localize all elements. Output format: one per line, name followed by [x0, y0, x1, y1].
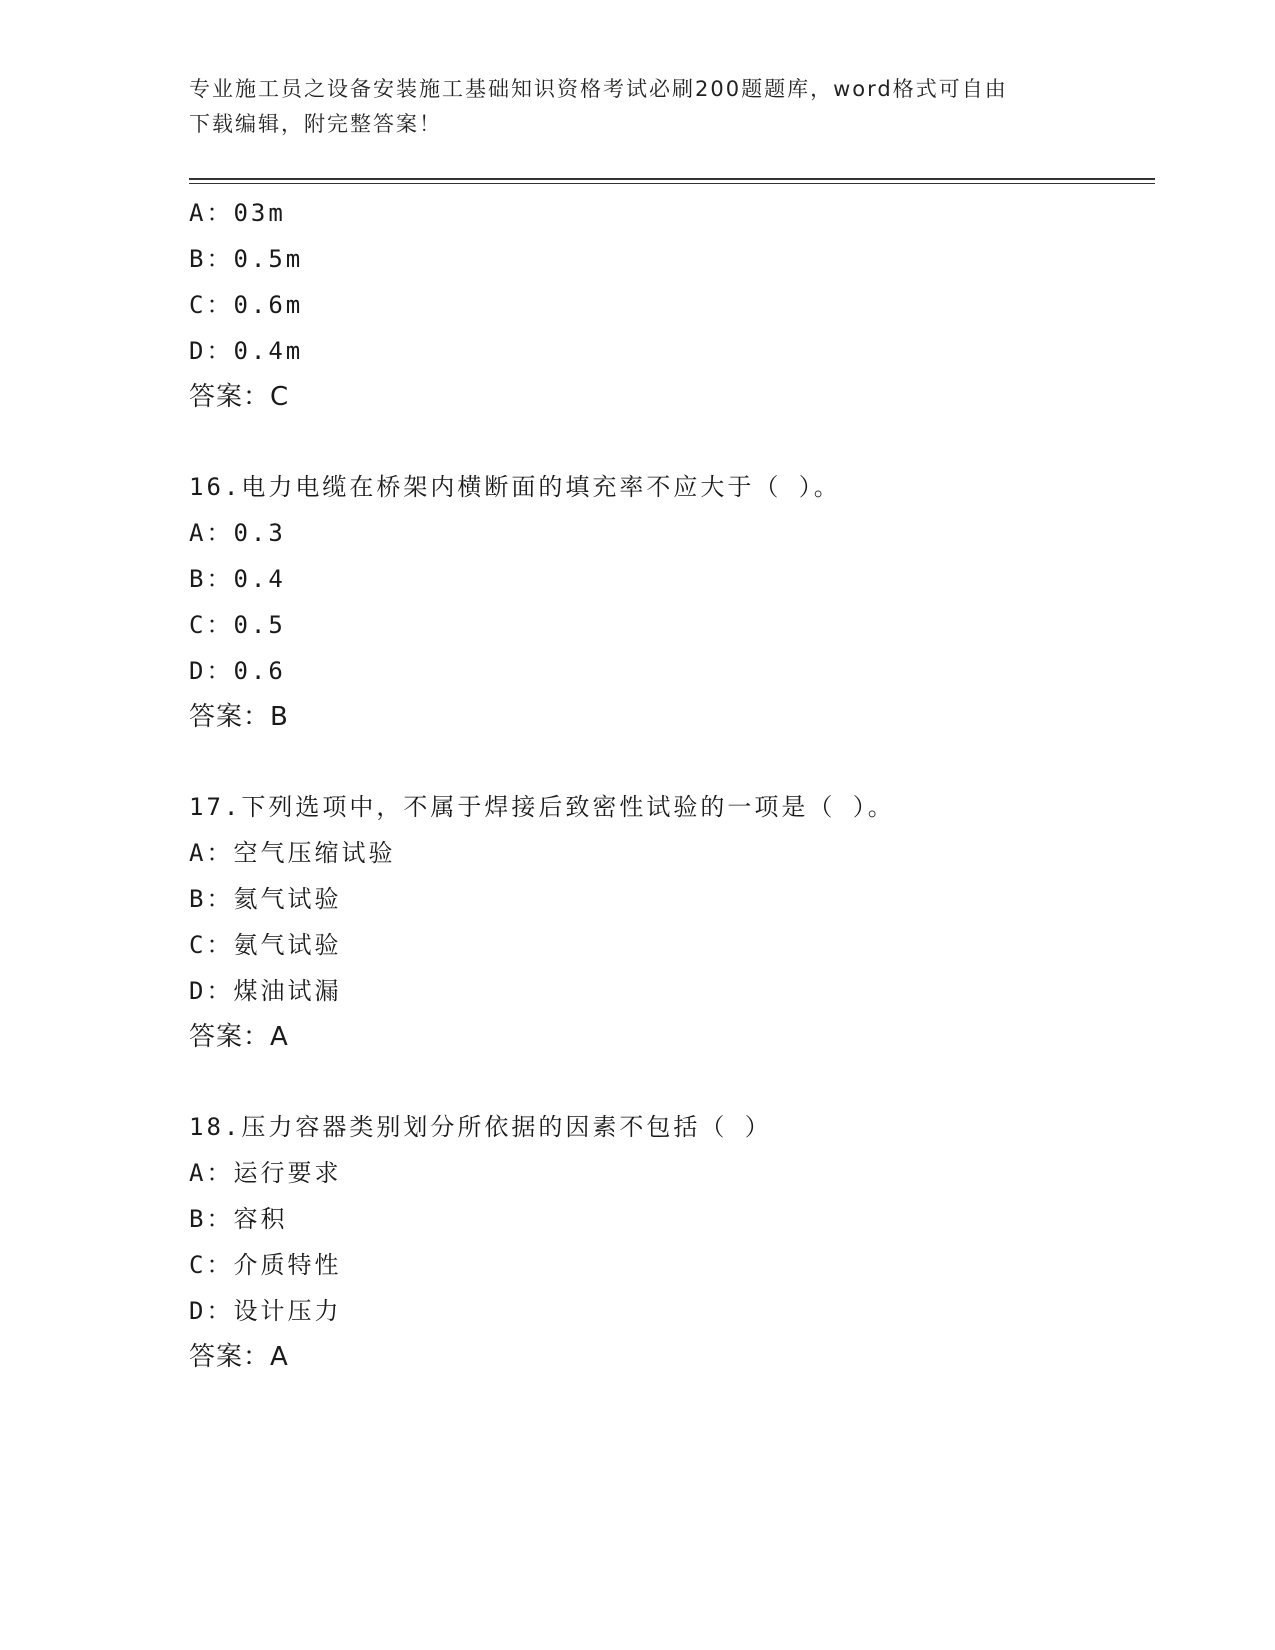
question-17: [189, 784, 1155, 1060]
header-line-2: 下载编辑，附完整答案！: [189, 112, 442, 136]
option-a: A：空气压缩试验: [189, 839, 396, 867]
answer: 答案：C: [189, 382, 290, 412]
option-c: C：0.6m: [189, 291, 304, 319]
option-b: B：0.4: [189, 565, 286, 593]
option-c: C：氨气试验: [189, 931, 342, 959]
question-16: [189, 464, 1155, 740]
option-d: D：设计压力: [189, 1297, 342, 1325]
option-d: D：煤油试漏: [189, 977, 342, 1005]
option-c: C：0.5: [189, 611, 286, 639]
question-list: [189, 190, 1155, 1380]
option-b: B：容积: [189, 1205, 288, 1233]
option-c: C：介质特性: [189, 1251, 342, 1279]
header-line-1: 专业施工员之设备安装施工基础知识资格考试必刷200题题库，word格式可自由: [189, 77, 1008, 101]
option-a: A：03m: [189, 199, 286, 227]
option-a: A：0.3: [189, 519, 286, 547]
header-divider-thin: [189, 183, 1155, 184]
question-text: 16.电力电缆在桥架内横断面的填充率不应大于（ ）。: [189, 473, 841, 501]
option-b: B：氦气试验: [189, 885, 342, 913]
answer: 答案：A: [189, 1342, 289, 1372]
option-b: B：0.5m: [189, 245, 304, 273]
question-text: 18.压力容器类别划分所依据的因素不包括（ ）: [189, 1113, 772, 1141]
option-a: A：运行要求: [189, 1159, 342, 1187]
option-d: D：0.4m: [189, 337, 304, 365]
header-divider-thick: [189, 178, 1155, 180]
question-15-continued: [189, 190, 1155, 420]
answer: 答案：B: [189, 702, 289, 732]
question-text: 17.下列选项中，不属于焊接后致密性试验的一项是（ ）。: [189, 793, 895, 821]
question-18: [189, 1104, 1155, 1380]
answer: 答案：A: [189, 1022, 289, 1052]
document-header: [189, 72, 1069, 142]
option-d: D：0.6: [189, 657, 286, 685]
